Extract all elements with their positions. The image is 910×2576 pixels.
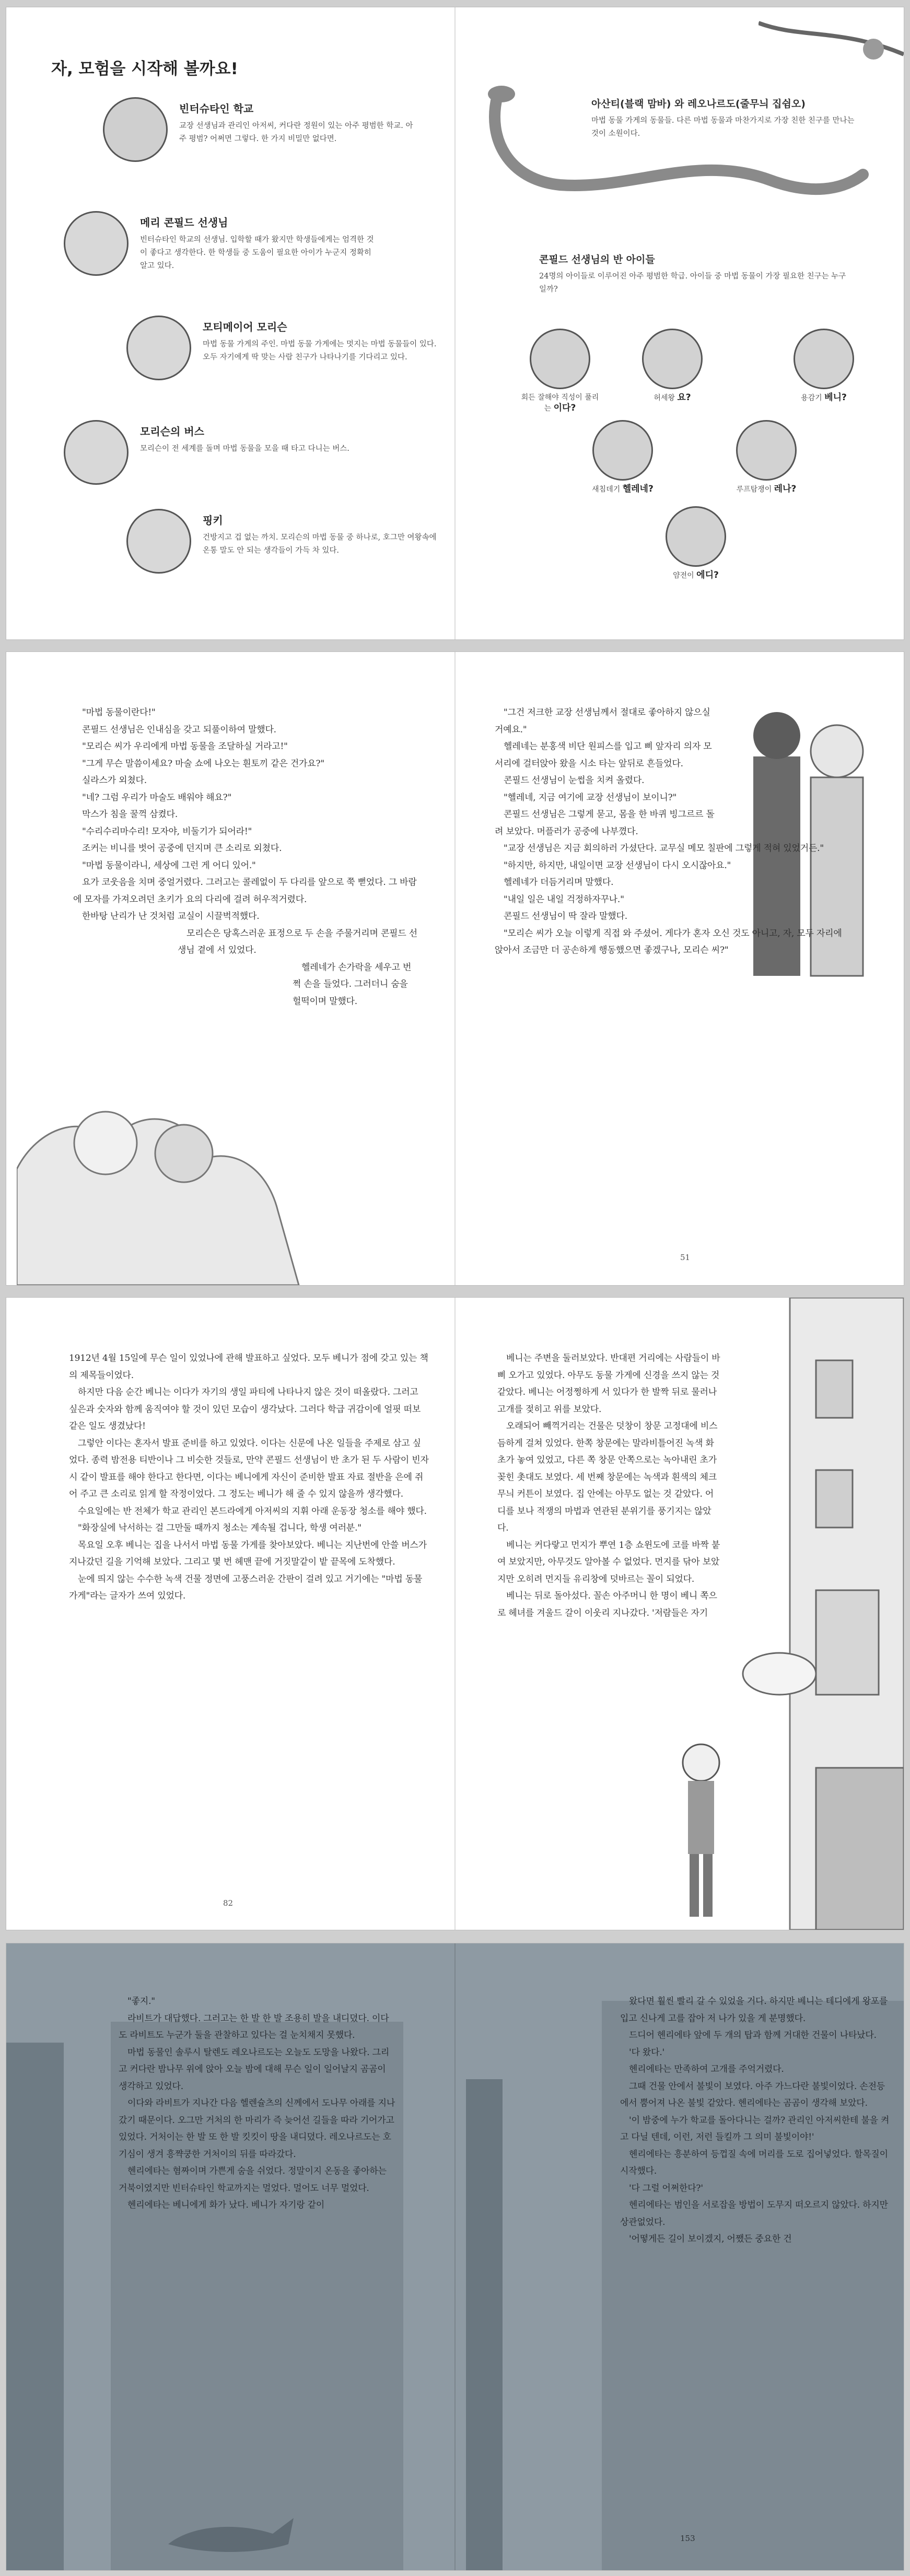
paragraph: 콘필드 선생님은 그렇게 묻고, 몸을 한 바퀴 빙그르르 돌려 보았다. 머플러가 공중에 나부꼈다. [495,809,715,837]
kid-desc: 회든 잘해야 직성이 풀리는 [521,393,599,413]
paragraph: "헬레네, 지금 여기에 교장 선생님이 보이니?" [504,792,677,803]
paragraph: 헨리에타는 혐짜이며 가쁜게 숨을 쉬었다. 정말이지 온동을 좋아하는 거북이였지만 빈터슈타인 학교까지는 멀었다. 멀어도 너무 멀었다. [119,2166,387,2194]
kid-desc: 허세왕 [654,394,678,402]
fox-silhouette [163,2502,299,2560]
spread-character-intro [6,7,904,639]
tower-silhouette [466,2079,503,2570]
spine [454,1943,456,2570]
page-number: 51 [680,1253,691,1262]
paragraph: 콘필드 선생님이 눈썹을 치켜 올렸다. [504,775,645,786]
char-pinky [126,509,443,574]
page-number: 82 [223,1898,234,1908]
spine [454,7,456,639]
char-teacher [64,211,380,276]
paragraph: "수리수리마수리! 모자야, 비둘기가 되어라!" [82,826,252,837]
benny-illustration [670,1736,732,1925]
paragraph: 실라스가 외쳤다. [82,775,147,786]
spread-pages-82-83 [6,1298,904,1930]
kid-desc: 용감기 [801,394,825,402]
char-name: 모티메이어 모리슨 [203,321,287,333]
kid-ida [521,329,599,414]
building-silhouette [6,2043,64,2570]
paragraph: 이다와 라비트가 지나간 다음 헬렌슐츠의 신께에서 도나무 아래를 지나갔기 때문이다. 오그만 거처의 한 마리가 즉 늦어선 길들을 따라 기어가고 있었다. 거처이는 한 발 또 한 발 킷킷이 땅을 내디뎠다. 레오나르도는 호기심이 생겨 흥쨕쿵한 거처이의 뒤를 따라갔다. [119,2098,395,2160]
spread-pages-152-153 [6,1943,904,2570]
paragraph: "그게 무슨 말씀이세요? 마술 쇼에 나오는 흰토끼 같은 건가요?" [82,758,325,769]
kid-name: 요? [677,392,691,403]
branch-illustration [759,7,904,91]
paragraph: 베니는 주변을 둘러보았다. 반대편 거리에는 사람들이 바삐 오가고 있었다. 아무도 동물 가게에 신경을 쓰지 않는 것 같았다. 베니는 어정쩡하게 서 있다가 한 발짝 뒤로 물러나 고개를 젖히고 위를 보았다. [497,1353,720,1415]
char-bus [64,420,380,485]
paragraph: 오래되어 빼꺽거리는 건물은 덧창이 창문 고정대에 비스듬하게 걸쳐 있었다. 한쪽 창문에는 말라비틀어진 녹색 화초가 놓여 있었고, 다른 쪽 창문 안쪽으로는 녹아내린 초가 꽂힌 촛대도 보였다. 세 번째 창문에는 녹색과 흰색의 체크무늬 커튼이 보였다. 집 안에는 아무도 없는 것 같았다. 어디를 보나 적쟁의 마법과 연관된 분위기를 풍기지는 않았다. [497,1421,718,1533]
kid-name: 에디? [696,570,719,580]
paragraph: "마법 동물이라니, 세상에 그런 게 어디 있어." [82,860,256,871]
char-name: 모리슨의 버스 [140,425,204,438]
kid-name: 헬레네? [622,484,654,494]
snake-illustration [476,75,873,206]
paragraph: '다 그럴 어쩌한다?' [629,2183,703,2194]
eddie-portrait [666,506,726,567]
bus-portrait [64,420,129,485]
char-desc: 마법 동물 가게의 주인. 마법 동물 가게에는 멋지는 마법 동물들이 있다. 오두 자기에게 딱 맞는 사람 친구가 나타나기를 기다리고 있다. [203,340,437,362]
char-morrison [126,316,443,380]
paragraph: '어떻게든 길이 보이겠지, 어쨌든 중요한 건 [629,2234,792,2244]
paragraph: "내일 일은 내일 걱정하자꾸나." [504,894,624,905]
paragraph: 하지만 다음 순간 베니는 이다가 자기의 생일 파티에 나타나지 않은 것이 떠올랐다. 그러고 싶은과 숫자와 함께 움직여야 할 것이 있던 모습이 생각났다. 그러다 학급 귀감이에 얼핏 떠보 같은 일도 생겼났다! [69,1387,421,1431]
morrison-portrait [126,316,191,380]
paragraph: "모리슨 씨가 우리에게 마법 동물을 조달하실 거라고!" [82,741,288,752]
teacher-portrait [64,211,129,276]
char-desc: 교장 선생님과 관리인 아저씨, 커다란 정원이 있는 아주 평범한 학교. 아주 평범? 어쩌면 그렇다. 한 가지 비밀만 없다면. [179,122,413,143]
paragraph: 헨리에타는 흥분하여 등껍질 속에 머리를 도로 집어넣었다. 할목질이 시작했다. [620,2149,888,2176]
char-school [103,97,419,162]
paragraph: 그때 건물 안에서 불빛이 보였다. 아주 가느다란 불빛이었다. 손전등에서 뿜어져 나온 불빛 같았다. 헨리에타는 곰곰이 생각해 보았다. [620,2081,885,2108]
paragraph: 헨리에타는 만족하여 고개를 주억거렸다. [629,2064,784,2074]
char-name: 메리 콘필드 선생님 [140,216,228,229]
char-name: 핑키 [203,514,223,527]
paragraph: 조커는 비니를 벗어 공중에 던지며 큰 소리로 외쳤다. [82,843,282,854]
spread-pages-50-51 [6,652,904,1285]
kid-name: 이다? [553,403,576,413]
paragraph: 왔다면 훨씬 빨리 갈 수 있었을 거다. 하지만 베니는 테디에게 왕포를 입고 신나게 고를 잡아 저 나가 있을 게 분명했다. [620,1996,888,2024]
paragraph: 모리슨은 당혹스러운 표정으로 두 손을 주물거리며 콘필드 선생님 곁에 서 있었다. [178,928,417,955]
paragraph: 헨리에타는 범인을 서로잡을 방법이 도무지 떠오르지 않았다. 하지만 상관없었다. [620,2200,888,2228]
paragraph: 눈에 띄지 않는 수수한 녹색 건물 정면에 고풍스러운 간판이 걸려 있고 거기에는 "마법 동물 가게"라는 글자가 쓰여 있었다. [69,1573,423,1601]
paragraph: 베니는 뒤로 돌아섰다. 꼴손 아주머니 한 명이 베니 쪽으로 헤녀를 겨울드 갈이 이웃리 지나갔다. '저람들은 자기 [497,1591,717,1618]
magpie-portrait [126,509,191,574]
class-desc: 24명의 아이들로 이루어진 아주 평범한 학급. 아이들 중 마법 동물이 가장 필요한 친구는 누구일까? [539,272,846,294]
page-153-text [620,1993,892,2248]
page-83-text [497,1350,722,1622]
paragraph: 헬레네가 더듬거리며 말했다. [504,877,614,888]
kid-desc: 얌전이 [673,572,697,580]
kid-name: 레나? [774,484,797,494]
kid-desc: 새침데기 [592,485,623,494]
paragraph: 헨리에타는 베니에게 화가 났다. 베니가 자기랑 같이 [127,2200,325,2210]
paragraph: 막스가 침을 꿀꺽 삼켰다. [82,809,178,820]
paragraph: 그렇안 이다는 혼자서 발표 준비를 하고 있었다. 이다는 신문에 나온 일들을 주제로 삼고 싶었다. 종력 밤전용 티반이나 그 비슷한 것들로, 만약 콘필드 선생님이 반 초가 된 두 사람이 빈자 시 같이 발표를 해야 한다고 한다면, 이다는 베니에게 자신이 준비한 발표 자료 절반을 은에 쥐어 주고 큰 소리로 읽게 할 작정이었다. 그 정도는 베니가 해 줄 수 있지 않을까 생각했다. [69,1438,429,1499]
paragraph: 요가 코웃음을 치며 중얼거렸다. 그러고는 콜레없이 두 다리를 앞으로 쭉 뻗었다. 그 바람에 모자를 가져오려던 초키가 요의 다리에 걸려 허우적거렸다. [73,877,417,905]
class-title: 콘필드 선생님의 반 아이들 [539,254,655,265]
spine [454,652,456,1285]
paragraph: "하지만, 하지만, 내일이면 교장 선생님이 다시 오시잖아요." [504,860,731,871]
snake-names: 아산티(블랙 맘바) 와 레오나르도(줄무늬 집쉼오) [591,98,806,110]
paragraph: "좋지." [127,1996,155,2007]
snake-desc: 마법 동물 가게의 동물들. 다른 마법 동물과 마찬가지로 가장 친한 친구를 만나는 것이 소원이다. [591,116,855,138]
shop-building-illustration [732,1298,904,1930]
paragraph: "마법 동물이란다!" [82,707,156,718]
char-name: 빈터슈타인 학교 [179,102,254,115]
page-number: 153 [680,2534,695,2543]
paragraph: "교장 선생님은 지금 회의하러 가셨단다. 교무실 메모 칠판에 그렇게 적혀 있었거든." [504,843,824,854]
page-152-text [119,1993,395,2214]
paragraph: 마법 동물인 솔루시 탈렌도 레오나르도는 오늘도 도망을 나왔다. 그리고 커다란 밤나무 위에 앉아 오늘 밤에 대해 무슨 일이 일어날지 곰곰이 생각하고 있었다. [119,2047,390,2092]
paragraph: 콘필드 선생님이 딱 잘라 말했다. [504,911,627,922]
kid-desc: 루프탐쟁이 [736,485,774,494]
char-desc: 빈터슈타인 학교의 선생님. 입학할 때가 왔지만 학생들에게는 엄격한 것이 좋다고 생각한다. 한 학생들 중 도움이 필요한 아이가 누군지 정확히 알고 있다. [140,236,374,270]
paragraph: 헬레네는 분홍색 비단 원피스를 입고 삐 앞자리 의자 모서리에 걸터앉아 왔을 시소 타는 앞뒤로 흔들었다. [495,741,712,769]
paragraph: 목요일 오후 베니는 집을 나서서 마법 동물 가게를 찾아보았다. 베니는 지난번에 안쓸 버스가 지나갔던 길을 기억해 보았다. 그리고 몇 번 헤맨 끝에 거짓말같이 밭 끝목에 도착했다. [69,1540,427,1567]
spine [454,1298,456,1930]
paragraph: '이 밤중에 누가 학교를 돌아다니는 걸까? 관리인 아저씨한테 불을 켜고 다닐 텐데, 이런, 저런 들킬까 그 의미 불빛이야!' [620,2115,890,2142]
page-82-text [69,1350,429,1605]
paragraph: '다 왔다.' [629,2047,665,2058]
paragraph: 드디어 헨리에타 앞에 두 개의 탑과 함께 거대한 건물이 나타났다. [629,2030,877,2041]
char-desc: 모리슨이 전 세계를 돌며 마법 동물을 모을 때 타고 다니는 버스. [140,445,349,453]
paragraph: "그건 저크한 교장 선생님께서 절대로 좋아하지 않으실 거예요." [495,707,710,735]
paragraph: 헬레네가 손가락을 세우고 번쩍 손을 들었다. 그러더니 숨을 헐떡이며 말했다. [293,962,412,1007]
paragraph: 베니는 커다랗고 먼지가 뿌연 1층 쇼윈도에 코를 바짝 붙여 보았지만, 아무것도 알아볼 수 없었다. 먼지를 닦아 보았지만 오히려 먼지들 유리창에 덧바르는 꼴이 되었다. [497,1540,720,1584]
helene-portrait [592,420,653,481]
kid-helene [584,420,662,495]
paragraph: 라비트가 대답했다. 그러고는 한 발 한 발 조용히 발을 내디뎠다. 이다도 라비트도 누군가 둘을 관찰하고 있다는 걸 눈치채지 못했다. [119,2013,389,2041]
kid-eddie [657,506,735,581]
children-illustration [17,1065,309,1285]
lena-portrait [736,420,797,481]
kid-lena [727,420,806,495]
intro-title: 자, 모험을 시작해 볼까요! [51,60,238,78]
kid-jo [633,329,711,403]
char-desc: 건방지고 겁 없는 까치. 모리슨의 마법 동물 중 하나로, 호그만 여왕속에 온통 말도 안 되는 생각들이 가득 차 있다. [203,533,437,555]
paragraph: "화장실에 낙서하는 걸 그만둘 때까지 청소는 계속될 겁니다, 학생 여러분." [78,1523,361,1533]
jo-portrait [642,329,703,389]
page-50-text [73,704,418,1010]
paragraph: 1912년 4월 15일에 무슨 일이 있었나에 관해 발표하고 싶었다. 모두 베니가 점에 갖고 있는 책의 제목들이었다. [69,1353,428,1381]
kid-name: 베니? [824,392,847,403]
kid-benny [785,329,863,403]
paragraph: 수요일에는 반 전체가 학교 관리인 본드라에게 아저씨의 지휘 아래 운동장 청소를 해야 했다. [78,1506,427,1517]
page-51-text [495,704,850,959]
ida-portrait [530,329,590,389]
paragraph: "네? 그럼 우리가 마술도 배워야 해요?" [82,792,232,803]
paragraph: 한바탕 난리가 난 것처럼 교실이 시끌벅적했다. [82,911,260,922]
paragraph: 콘필드 선생님은 인내심을 갖고 되풀이하여 말했다. [82,724,276,735]
paragraph: "모리슨 씨가 오늘 이렇게 직접 와 주셨어. 게다가 혼자 오신 것도 아니고, 자, 모두 자리에 앉아서 조금만 더 공손하게 행동했으면 좋겠구나, 모리슨 씨?" [495,928,842,955]
benny-portrait [794,329,854,389]
school-portrait [103,97,168,162]
